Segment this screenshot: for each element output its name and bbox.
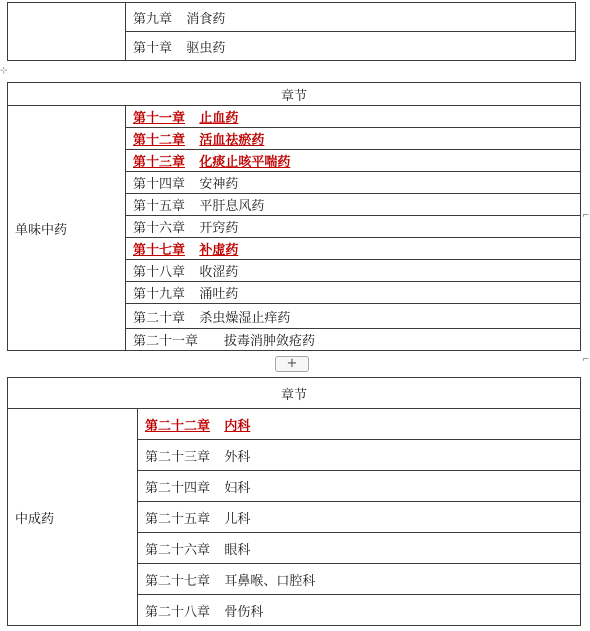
table-header-row: [8, 83, 581, 106]
table-resize-handle-icon[interactable]: ⌐: [582, 355, 590, 365]
chapter-number: 第十二章: [133, 133, 186, 148]
chapter-number: 第十一章: [133, 111, 186, 126]
table-move-handle-icon[interactable]: ⊹: [0, 66, 8, 76]
chapter-cell[interactable]: [126, 238, 581, 260]
chapter-number: 第二十八章: [145, 604, 211, 620]
chapter-title: 活血祛瘀药: [199, 133, 265, 148]
chapter-number: 第十七章: [133, 243, 186, 258]
chapter-cell[interactable]: [126, 150, 581, 172]
chapter-title: 涌吐药: [199, 287, 239, 302]
chapter-title: 收涩药: [199, 265, 239, 280]
chapter-cell[interactable]: [138, 595, 581, 626]
chapter-number: 第二十三章: [145, 449, 211, 465]
chapter-cell[interactable]: [126, 260, 581, 282]
chapter-title: 补虚药: [199, 243, 239, 258]
chapter-number: 第二十一章: [133, 334, 199, 349]
chapter-title: 杀虫燥湿止痒药: [199, 310, 291, 326]
chapter-cell[interactable]: [126, 304, 581, 329]
column-header: 章节: [8, 378, 581, 409]
chapter-cell[interactable]: [126, 3, 576, 32]
chapter-number: 第二十四章: [145, 480, 211, 496]
chapter-cell[interactable]: [138, 471, 581, 502]
chapter-number: 第二十五章: [145, 511, 211, 527]
chapter-title: 开窍药: [199, 221, 239, 236]
chapter-number: 第十章: [133, 40, 173, 56]
column-header: 章节: [8, 83, 581, 106]
chapter-title: 眼科: [224, 542, 251, 558]
table-single-herb: [7, 82, 581, 351]
chapter-cell[interactable]: [126, 32, 576, 61]
chapter-cell[interactable]: [138, 409, 581, 440]
chapter-title: 平肝息风药: [199, 199, 265, 214]
chapter-title: 拔毒消肿敛疮药: [224, 334, 316, 349]
table-resize-handle-icon[interactable]: ⌐: [582, 211, 590, 221]
chapter-number: 第二十章: [133, 310, 186, 326]
chapter-cell[interactable]: [138, 440, 581, 471]
table-patent-medicine: [7, 377, 581, 626]
chapter-title: 化痰止咳平喘药: [199, 155, 291, 170]
chapter-cell[interactable]: [126, 194, 581, 216]
chapter-cell[interactable]: [126, 172, 581, 194]
table-header-row: [8, 378, 581, 409]
chapter-number: 第十九章: [133, 287, 186, 302]
chapter-number: 第十三章: [133, 155, 186, 170]
chapter-title: 止血药: [199, 111, 239, 126]
chapter-number: 第二十六章: [145, 542, 211, 558]
chapter-number: 第十六章: [133, 221, 186, 236]
chapter-number: 第九章: [133, 11, 173, 27]
chapter-cell[interactable]: [126, 282, 581, 304]
chapter-title: 骨伤科: [224, 604, 264, 620]
chapter-cell[interactable]: [138, 564, 581, 595]
chapter-number: 第二十七章: [145, 573, 211, 589]
add-row-button[interactable]: +: [275, 356, 309, 372]
table-row: [8, 106, 581, 128]
chapter-title: 外科: [224, 449, 251, 465]
table-row: [8, 409, 581, 440]
chapter-cell[interactable]: [126, 216, 581, 238]
chapter-number: 第二十二章: [145, 418, 211, 434]
chapter-cell[interactable]: [126, 106, 581, 128]
chapter-cell[interactable]: [138, 533, 581, 564]
category-cell: 中成药: [8, 409, 138, 626]
chapter-title: 妇科: [224, 480, 251, 496]
table-row: [8, 3, 576, 32]
chapter-title: 消食药: [186, 11, 226, 27]
table-continuation: [7, 2, 576, 61]
chapter-title: 驱虫药: [186, 40, 226, 56]
category-cell: [8, 3, 126, 61]
chapter-number: 第十四章: [133, 177, 186, 192]
chapter-number: 第十八章: [133, 265, 186, 280]
chapter-title: 耳鼻喉、口腔科: [224, 573, 316, 589]
category-cell: 单味中药: [8, 106, 126, 351]
chapter-number: 第十五章: [133, 199, 186, 214]
chapter-cell[interactable]: [126, 128, 581, 150]
chapter-cell[interactable]: [138, 502, 581, 533]
chapter-cell[interactable]: [126, 329, 581, 351]
chapter-title: 儿科: [224, 511, 251, 527]
chapter-title: 内科: [224, 418, 251, 434]
chapter-title: 安神药: [199, 177, 239, 192]
